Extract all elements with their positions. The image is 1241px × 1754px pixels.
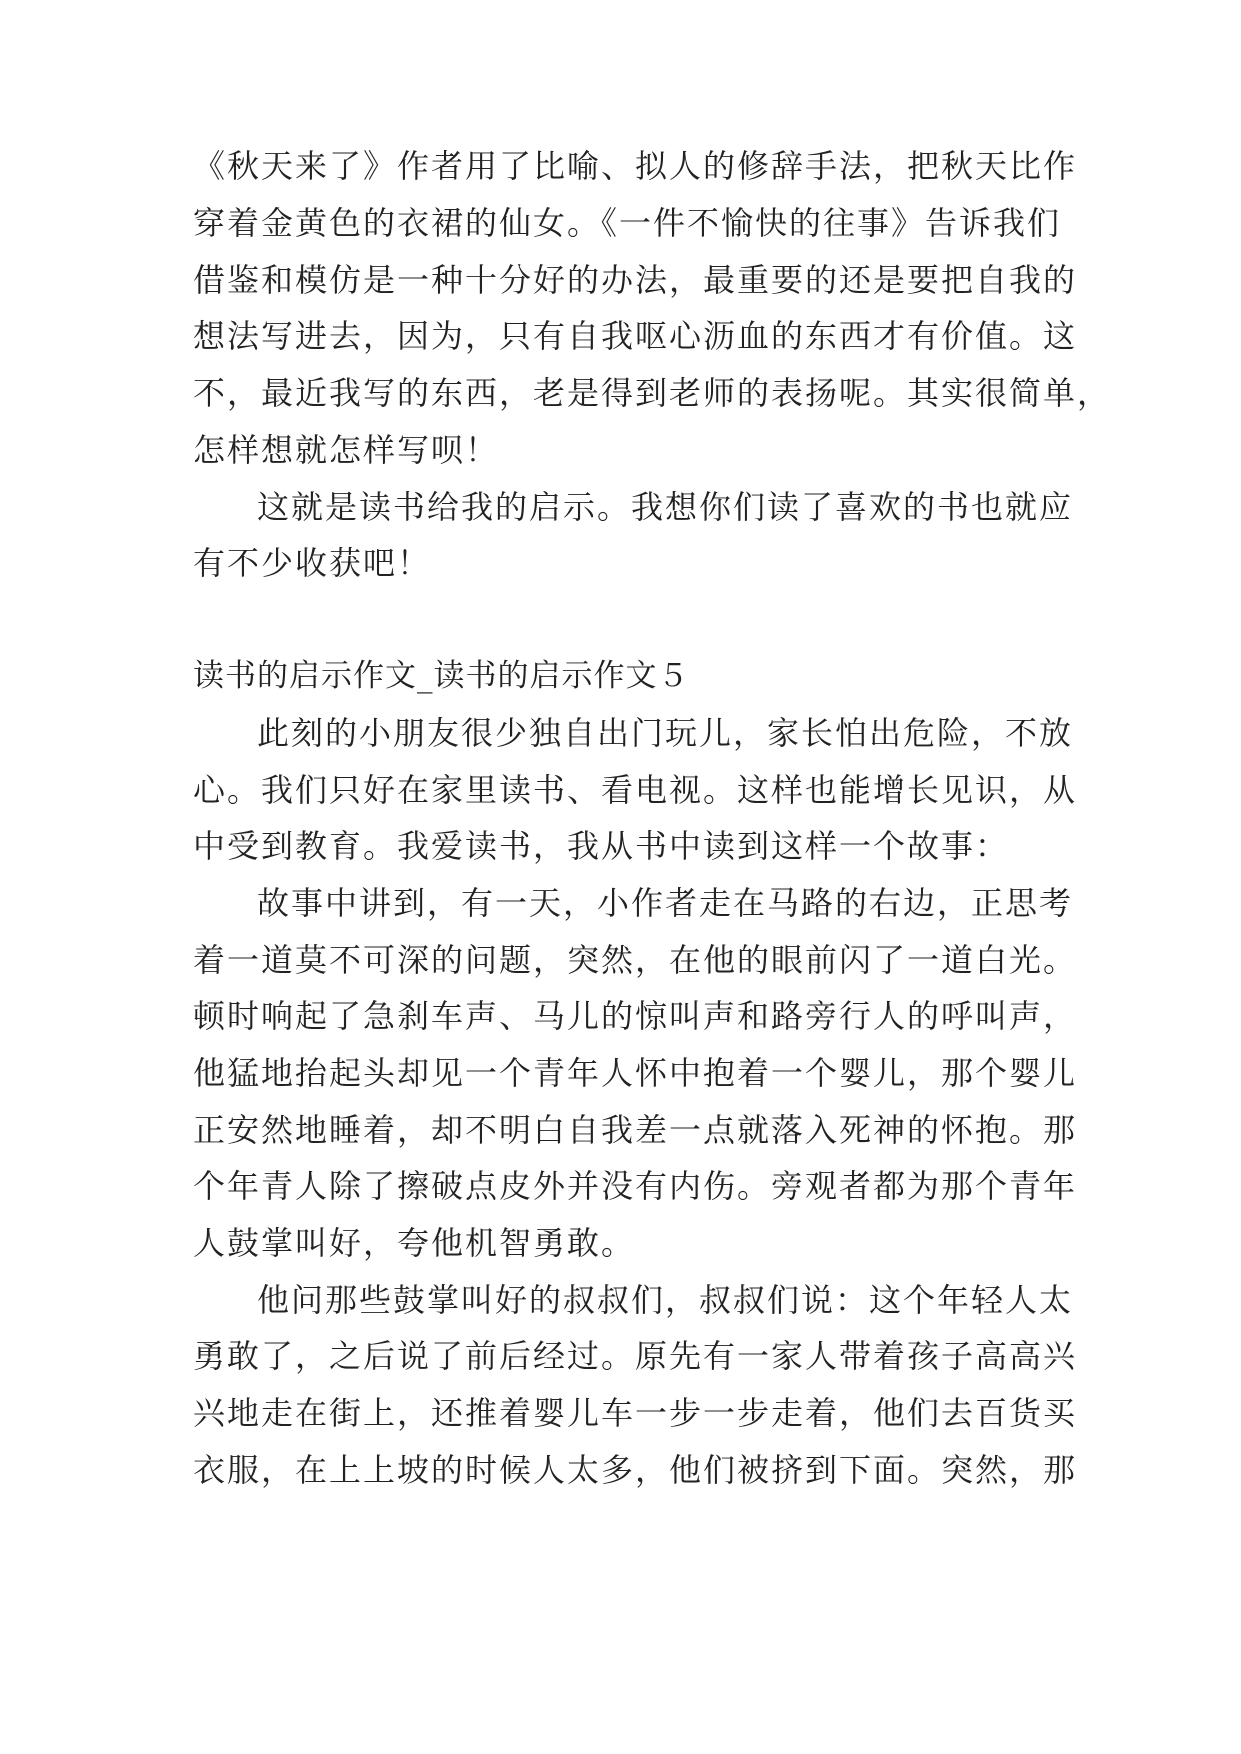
paragraph-line: 顿时响起了急刹车声、马儿的惊叫声和路旁行人的呼叫声， — [193, 997, 1078, 1035]
paragraph-line: 《秋天来了》作者用了比喻、拟人的修辞手法，把秋天比作 — [193, 147, 1078, 185]
paragraph-line: 兴地走在街上，还推着婴儿车一步一步走着，他们去百货买 — [193, 1394, 1078, 1432]
section-title: 读书的启示作文_读书的启示作文５ — [193, 658, 690, 694]
paragraph-line: 穿着金黄色的衣裙的仙女。《一件不愉快的往事》告诉我们 — [193, 204, 1062, 242]
paragraph-line: 他猛地抬起头却见一个青年人怀中抱着一个婴儿，那个婴儿 — [193, 1054, 1078, 1092]
paragraph-line: 勇敢了，之后说了前后经过。原先有一家人带着孩子高高兴 — [193, 1337, 1078, 1375]
paragraph-line: 这就是读书给我的启示。我想你们读了喜欢的书也就应 — [257, 488, 1074, 526]
paragraph-line: 他问那些鼓掌叫好的叔叔们，叔叔们说：这个年轻人太 — [257, 1281, 1074, 1319]
paragraph-line: 不，最近我写的东西，老是得到老师的表扬呢。其实很简单， — [193, 374, 1112, 412]
paragraph-line: 个年青人除了擦破点皮外并没有内伤。旁观者都为那个青年 — [193, 1167, 1078, 1205]
paragraph-line: 怎样想就怎样写呗！ — [193, 431, 500, 469]
paragraph-line: 故事中讲到，有一天，小作者走在马路的右边，正思考 — [257, 884, 1074, 922]
paragraph-line: 此刻的小朋友很少独自出门玩儿，家长怕出危险，不放 — [257, 714, 1074, 752]
paragraph-line: 有不少收获吧！ — [193, 544, 432, 582]
paragraph-line: 着一道莫不可深的问题，突然，在他的眼前闪了一道白光。 — [193, 941, 1078, 979]
paragraph-line: 衣服，在上上坡的时候人太多，他们被挤到下面。突然，那 — [193, 1451, 1078, 1489]
paragraph-line: 想法写进去，因为，只有自我呕心沥血的东西才有价值。这 — [193, 317, 1078, 355]
paragraph-line: 正安然地睡着，却不明白自我差一点就落入死神的怀抱。那 — [193, 1111, 1078, 1149]
paragraph-line: 人鼓掌叫好，夸他机智勇敢。 — [193, 1224, 636, 1262]
paragraph-line: 中受到教育。我爱读书，我从书中读到这样一个故事： — [193, 827, 1010, 865]
paragraph-line: 借鉴和模仿是一种十分好的办法，最重要的还是要把自我的 — [193, 261, 1078, 299]
paragraph-line: 心。我们只好在家里读书、看电视。这样也能增长见识，从 — [193, 771, 1078, 809]
